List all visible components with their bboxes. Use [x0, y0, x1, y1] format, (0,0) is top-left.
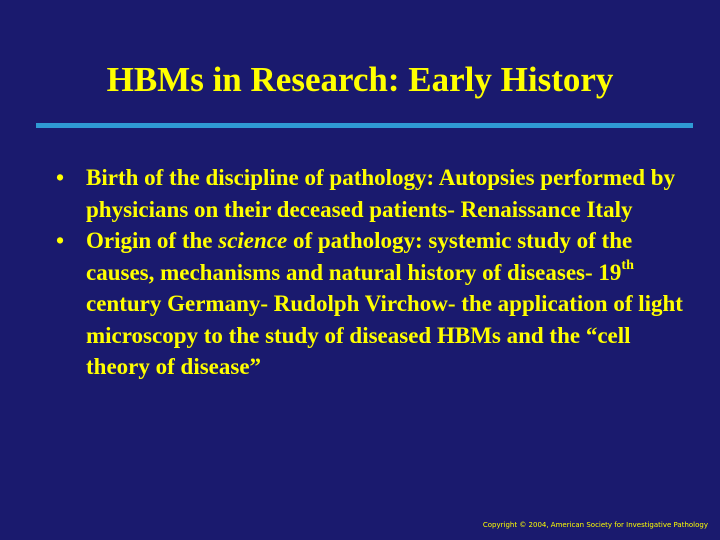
bullet-marker: • [56, 165, 65, 190]
bullet-item [56, 225, 696, 383]
copyright-notice: Copyright © 2004, American Society for Investigative Pathology [482, 521, 708, 529]
bullet-text-suffix: century Germany- Rudolph Virchow- the application of light microscopy to the study of diseased HBMs and the “cell theory of disease” [86, 291, 683, 379]
bullet-item [56, 162, 696, 225]
bullet-text-prefix: Origin of the [86, 228, 219, 253]
bullet-marker: • [56, 228, 65, 253]
bullet-text: Birth of the discipline of pathology: Autopsies performed by physicians on their deceased patients- Renaissance Italy [86, 165, 676, 222]
bullet-text-superscript: th [621, 257, 634, 273]
bullet-list [56, 162, 696, 383]
bullet-text-mid: of pathology: systemic study of the causes, mechanisms and natural history of diseases- 19 [86, 228, 633, 285]
title-divider [36, 123, 693, 128]
bullet-text-emphasis: science [218, 228, 288, 253]
slide-title: HBMs in Research: Early History [106, 60, 614, 99]
